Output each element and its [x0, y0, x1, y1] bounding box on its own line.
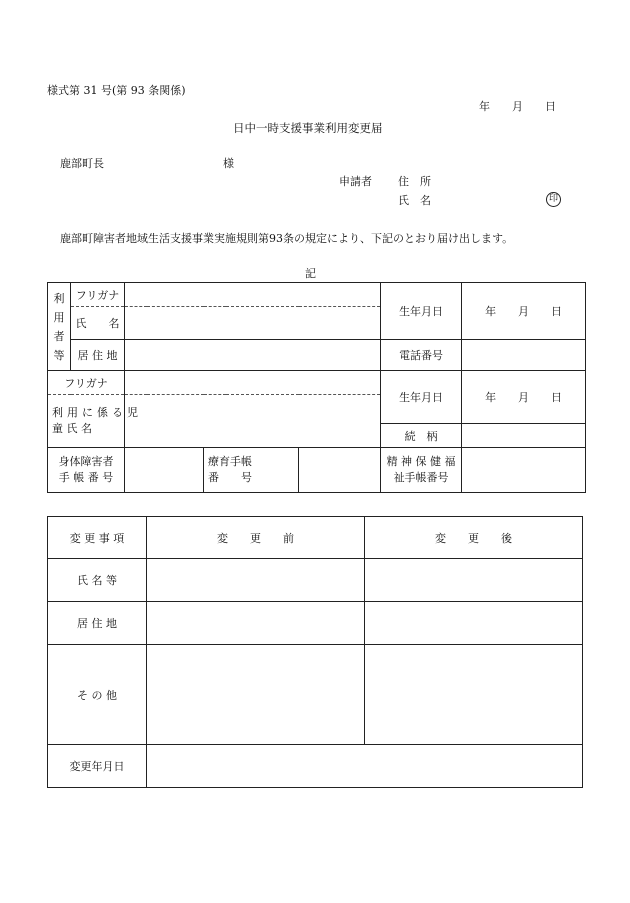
honorific: 様: [223, 157, 234, 170]
form-title: 日中一時支援事業利用変更届: [233, 121, 383, 135]
user-group-label: 利用者等: [48, 283, 71, 371]
row-label-other: そ の 他: [48, 645, 147, 745]
address-value[interactable]: [125, 340, 381, 371]
child-name-label: 利 用 に 係 る 児 童 氏 名: [48, 395, 125, 448]
form-number: 様式第 31 号(第 93 条関係): [47, 84, 186, 97]
after-other-value[interactable]: [365, 645, 583, 745]
change-table: [47, 516, 583, 788]
address-label: 住 所: [398, 175, 431, 188]
phone-value[interactable]: [462, 340, 586, 371]
mental-cert-value[interactable]: [462, 448, 586, 493]
address-label: 居 住 地: [71, 340, 125, 371]
row-label-address: 居 住 地: [48, 602, 147, 645]
relation-label: 続 柄: [381, 424, 462, 448]
change-date-value[interactable]: [147, 745, 583, 788]
physical-cert-value[interactable]: [125, 448, 204, 493]
child-furigana-value[interactable]: [125, 371, 381, 395]
child-name-value[interactable]: [125, 395, 381, 448]
birthdate-value[interactable]: 年 月 日: [462, 283, 586, 340]
child-birthdate-label: 生年月日: [381, 371, 462, 424]
addressee: 鹿部町長: [60, 157, 104, 170]
ryoiku-cert-label: 療育手帳 番 号: [204, 448, 299, 493]
name-value[interactable]: [125, 307, 381, 340]
name-label: 氏 名: [398, 194, 431, 207]
row-label-name: 氏 名 等: [48, 559, 147, 602]
change-date-label: 変更年月日: [48, 745, 147, 788]
change-item-header: 変 更 事 項: [48, 517, 147, 559]
after-address-value[interactable]: [365, 602, 583, 645]
name-label: 氏 名: [71, 307, 125, 340]
furigana-value[interactable]: [125, 283, 381, 307]
seal-mark: 印: [546, 192, 561, 207]
before-address-value[interactable]: [147, 602, 365, 645]
statement: 鹿部町障害者地域生活支援事業実施規則第93条の規定により、下記のとおり届け出します。: [60, 232, 514, 245]
furigana-label: フリガナ: [71, 283, 125, 307]
relation-value[interactable]: [462, 424, 586, 448]
phone-label: 電話番号: [381, 340, 462, 371]
ryoiku-cert-value[interactable]: [299, 448, 381, 493]
before-other-value[interactable]: [147, 645, 365, 745]
after-header: 変 更 後: [365, 517, 583, 559]
child-birthdate-value[interactable]: 年 月 日: [462, 371, 586, 424]
user-info-table: [47, 282, 586, 493]
mental-cert-label: 精 神 保 健 福祉手帳番号: [381, 448, 462, 493]
before-header: 変 更 前: [147, 517, 365, 559]
birthdate-label: 生年月日: [381, 283, 462, 340]
applicant-label: 申請者: [339, 175, 372, 188]
before-name-value[interactable]: [147, 559, 365, 602]
child-furigana-label: フリガナ: [48, 371, 125, 395]
ki-marker: 記: [305, 267, 316, 280]
physical-cert-label: 身体障害者 手 帳 番 号: [48, 448, 125, 493]
submission-date: 年 月 日: [479, 100, 556, 113]
after-name-value[interactable]: [365, 559, 583, 602]
